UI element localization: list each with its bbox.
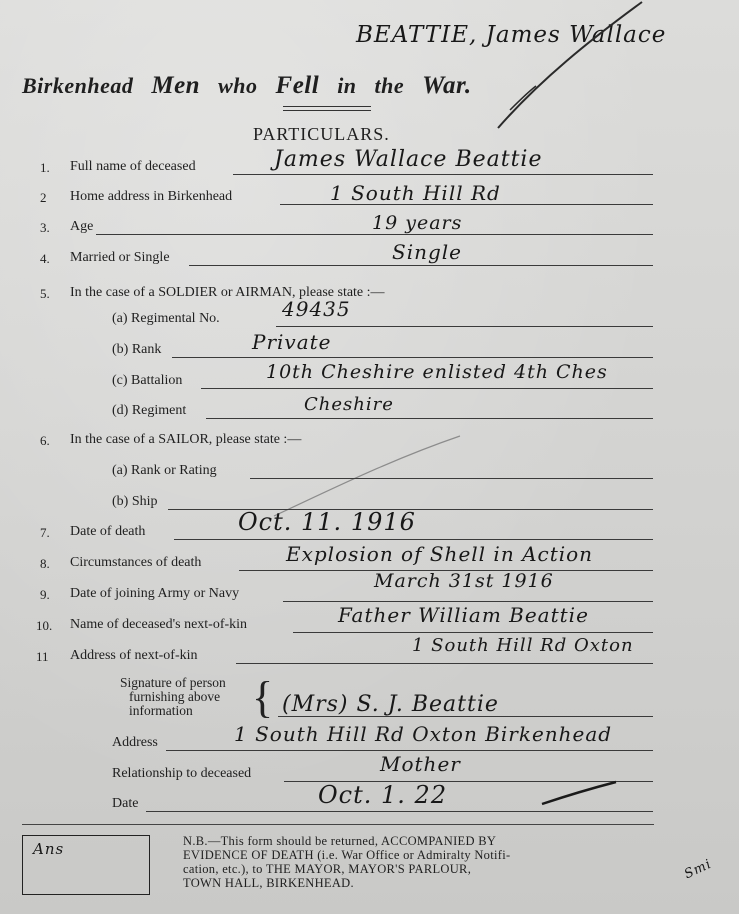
field-value: Cheshire: [304, 394, 394, 415]
field-line: [174, 539, 653, 540]
row-number: 10.: [36, 618, 53, 633]
field-label: Address of next-of-kin: [70, 648, 198, 663]
field-line: [293, 632, 653, 633]
field-value: 49435: [282, 297, 351, 321]
field-line: [96, 234, 653, 235]
field-line: [206, 418, 653, 419]
field-value: Private: [252, 330, 332, 354]
field-label: Married or Single: [70, 250, 170, 265]
note-line: EVIDENCE OF DEATH (i.e. War Office or Admiralty Notifi-: [183, 848, 511, 862]
label-line: Signature of person: [120, 675, 226, 690]
title-word: Birkenhead: [22, 73, 134, 98]
field-value: March 31st 1916: [374, 570, 554, 592]
title-word: the: [374, 73, 405, 98]
field-label: (d) Regiment: [112, 403, 187, 418]
note-line: cation, etc.), to THE MAYOR, MAYOR'S PARLOUR,: [183, 862, 472, 876]
row-number: 6.: [40, 433, 50, 448]
field-value: James Wallace Beattie: [274, 147, 543, 172]
field-value: Explosion of Shell in Action: [286, 542, 594, 566]
field-label: Address: [112, 735, 158, 750]
section-label: In the case of a SOLDIER or AIRMAN, please state :—: [70, 285, 385, 300]
field-value: 1 South Hill Rd: [330, 181, 501, 205]
title-word: in: [337, 73, 357, 98]
field-line: [146, 811, 653, 812]
form-title: [22, 72, 472, 100]
pen-stroke: [540, 778, 620, 808]
field-value: Single: [392, 240, 463, 264]
signature-value: (Mrs) S. J. Beattie: [282, 692, 499, 717]
corner-mark: Smi: [682, 856, 715, 883]
field-line: [283, 601, 653, 602]
header-annotation: BEATTIE, James Wallace: [356, 22, 667, 48]
field-line: [172, 357, 653, 358]
field-line: [233, 174, 653, 175]
field-value: Oct. 11. 1916: [238, 508, 416, 536]
field-value: 19 years: [372, 212, 463, 234]
field-value: Oct. 1. 22: [318, 781, 448, 809]
title-word: War.: [422, 72, 472, 99]
field-label: (b) Rank: [112, 342, 162, 357]
title-divider: [283, 106, 371, 111]
pencil-stroke: [480, 0, 660, 140]
brace: {: [252, 673, 274, 722]
field-value: 1 South Hill Rd Oxton: [412, 635, 634, 656]
pencil-stroke: [270, 430, 470, 520]
section-label: In the case of a SAILOR, please state :—: [70, 432, 302, 447]
row-number: 3.: [40, 220, 50, 235]
field-label: Relationship to deceased: [112, 766, 252, 781]
field-value: 10th Cheshire enlisted 4th Ches: [266, 361, 608, 383]
row-number: 11: [36, 649, 49, 664]
field-label: Home address in Birkenhead: [70, 189, 233, 204]
field-label: Name of deceased's next-of-kin: [70, 617, 248, 632]
return-note: [183, 834, 510, 890]
field-label: Full name of deceased: [70, 159, 196, 174]
field-label: Date of joining Army or Navy: [70, 586, 240, 601]
note-line: N.B.—This form should be returned, ACCOMPANIED BY: [183, 834, 497, 848]
title-word: Fell: [275, 72, 320, 99]
title-word: who: [218, 73, 258, 98]
note-line: TOWN HALL, BIRKENHEAD.: [183, 876, 354, 890]
field-value: Father William Beattie: [338, 603, 589, 627]
field-value: 1 South Hill Rd Oxton Birkenhead: [234, 722, 613, 746]
field-label: Date: [112, 796, 139, 811]
row-number: 8.: [40, 556, 50, 571]
field-value: Mother: [380, 752, 461, 776]
field-label: Date of death: [70, 524, 146, 539]
office-box: [22, 835, 150, 895]
signature-label: [120, 676, 226, 718]
field-label: (a) Regimental No.: [112, 311, 220, 326]
field-line: [276, 326, 653, 327]
field-label: (c) Battalion: [112, 373, 183, 388]
label-line: information: [129, 703, 193, 718]
field-label: Age: [70, 219, 94, 234]
row-number: 2: [40, 190, 47, 205]
title-word: Men: [151, 72, 201, 99]
field-line: [166, 750, 653, 751]
field-line: [189, 265, 653, 266]
footer-divider: [22, 824, 654, 825]
office-mark: Ans: [33, 840, 65, 858]
row-number: 7.: [40, 525, 50, 540]
field-label: (b) Ship: [112, 494, 158, 509]
field-line: [201, 388, 653, 389]
field-label: Circumstances of death: [70, 555, 202, 570]
row-number: 1.: [40, 160, 50, 175]
row-number: 5.: [40, 286, 50, 301]
row-number: 9.: [40, 587, 50, 602]
row-number: 4.: [40, 251, 50, 266]
field-line: [250, 478, 653, 479]
field-label: (a) Rank or Rating: [112, 463, 217, 478]
field-line: [236, 663, 653, 664]
label-line: furnishing above: [129, 689, 221, 704]
particulars-heading: PARTICULARS.: [253, 124, 390, 144]
